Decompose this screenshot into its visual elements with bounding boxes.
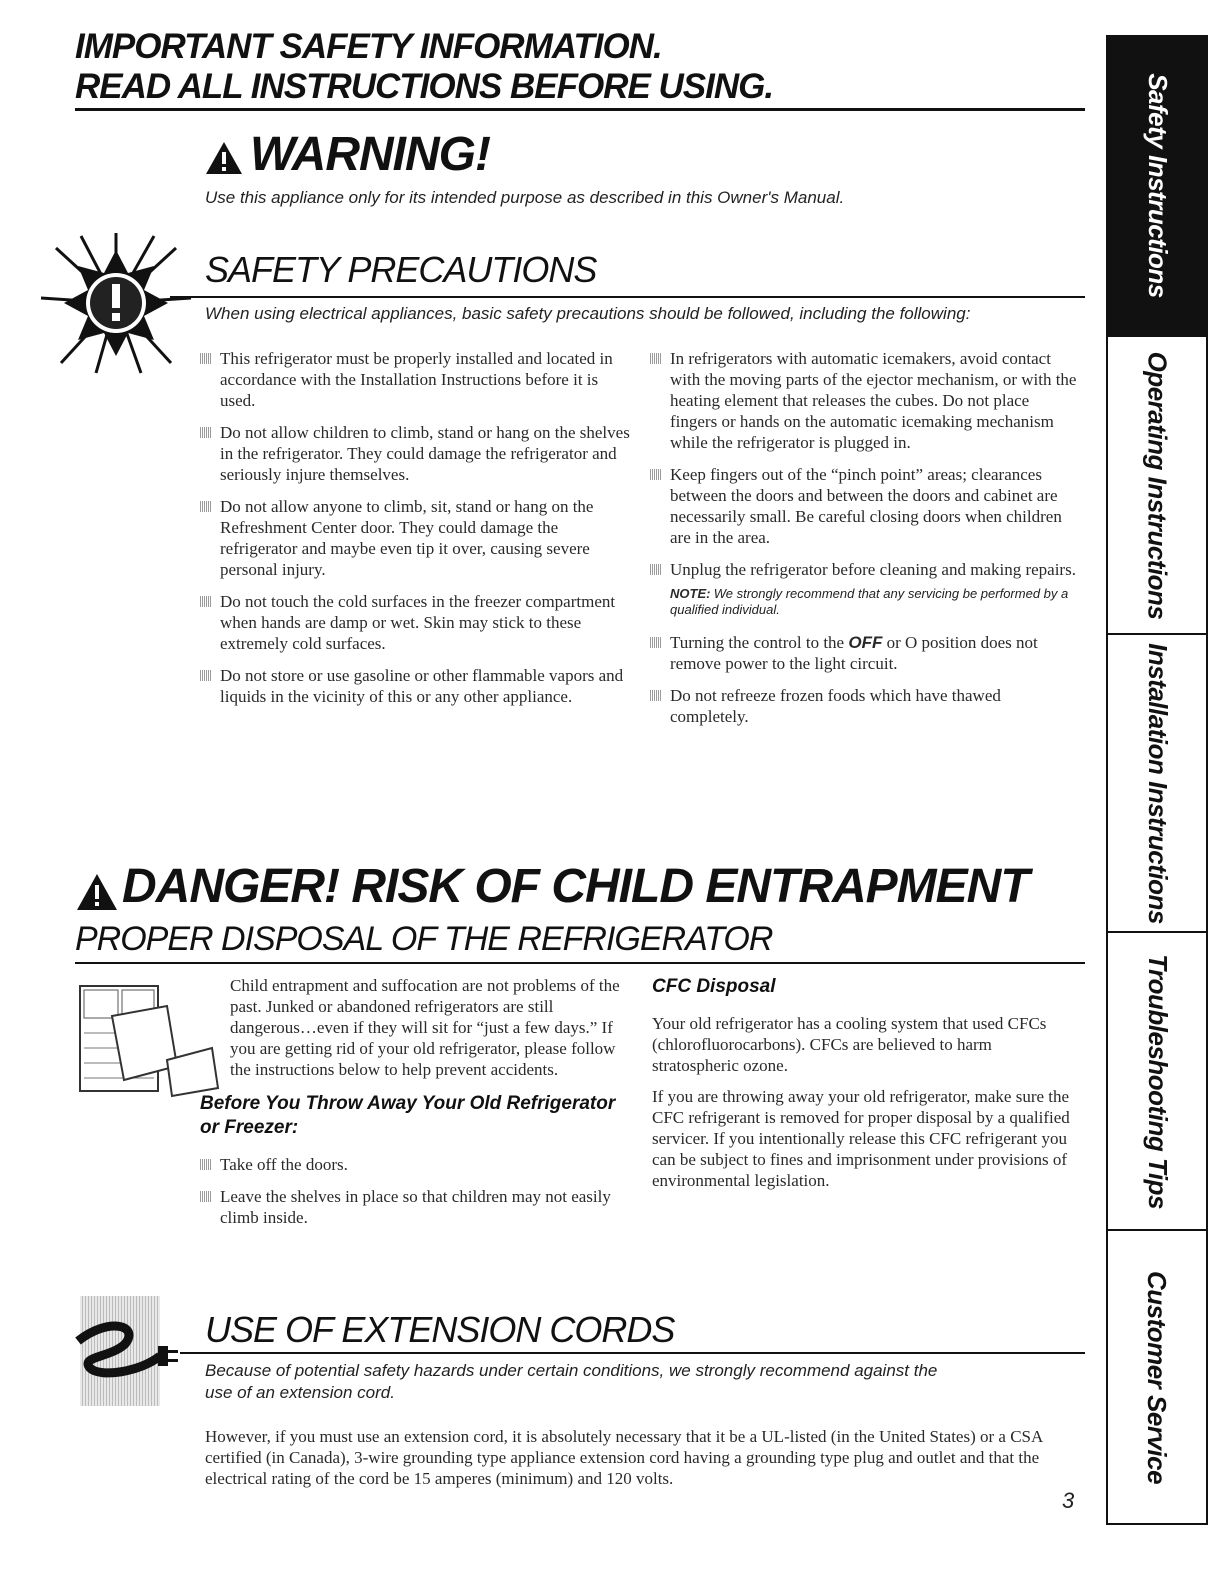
precautions-title: SAFETY PRECAUTIONS (205, 249, 597, 290)
tab-label: Installation Instructions (1142, 642, 1173, 924)
bullet-icon (200, 427, 212, 438)
bullet-text: Do not store or use gasoline or other flammable vapors and liquids in the vicinity of this or any other appliance. (220, 666, 624, 706)
bullet-icon (200, 670, 212, 681)
bullet-item (200, 422, 630, 485)
header-line-1: IMPORTANT SAFETY INFORMATION. (75, 27, 662, 66)
danger-left-column (200, 975, 630, 1239)
cfc-paragraph-1: Your old refrigerator has a cooling system that used CFCs (chlorofluorocarbons). CFCs are believed to harm stratospheric ozone. (652, 1014, 1047, 1075)
tab-label: Operating Instructions (1142, 351, 1173, 619)
note-text: We strongly recommend that any servicing be performed by a qualified individual. (670, 586, 1069, 617)
bullet-item (200, 591, 630, 654)
warning-triangle-icon (204, 140, 244, 181)
cfc-heading: CFC Disposal (652, 976, 776, 997)
bullet-item (650, 464, 1080, 548)
precautions-right-column (650, 348, 1080, 738)
danger-triangle-icon (75, 872, 119, 917)
plug-icon (70, 1296, 180, 1411)
extension-title: USE OF EXTENSION CORDS (205, 1309, 675, 1350)
note-label: NOTE: (670, 586, 711, 601)
tab-installation-instructions[interactable] (1106, 633, 1208, 933)
bullet-item (200, 1154, 630, 1175)
cfc-paragraph-2: If you are throwing away your old refrigerator, make sure the CFC refrigerant is removed for proper disposal by a qualified servicer. If you intentionally release this CFC refrigerant you can be subject to fines and imprisonment under provisions of environmental legislation. (652, 1087, 1070, 1190)
bullet-icon (200, 501, 212, 512)
before-heading: Before You Throw Away Your Old Refrigerator or Freezer: (200, 1093, 616, 1138)
tab-customer-service[interactable] (1106, 1229, 1208, 1525)
bullet-item (650, 348, 1080, 453)
refrigerator-illustration (72, 978, 222, 1103)
starburst-exclamation-icon (36, 228, 196, 383)
bullet-icon (650, 637, 662, 648)
danger-rule (75, 962, 1085, 964)
bullet-text: Do not touch the cold surfaces in the freezer compartment when hands are damp or wet. Skin may stick to these extremely cold surfaces. (220, 592, 616, 653)
bullet-icon (650, 353, 662, 364)
precautions-intro: When using electrical appliances, basic safety precautions should be followed, including the following: (205, 304, 971, 323)
danger-title: DANGER! RISK OF CHILD ENTRAPMENT (122, 860, 1029, 913)
bullet-text: or O position does not remove power to the light circuit. (670, 633, 1038, 673)
bullet-text: In refrigerators with automatic icemakers, avoid contact with the moving parts of the ejector mechanism, or with the heating element that releases the cubes. Do not place fingers or hands on the automatic icemaking mechanism while the refrigerator is plugged in. (670, 349, 1077, 452)
bullet-text: This refrigerator must be properly installed and located in accordance with the Installation Instructions before it is used. (220, 349, 613, 410)
bullet-text: Leave the shelves in place so that children may not easily climb inside. (220, 1187, 611, 1227)
warning-text: Use this appliance only for its intended purpose as described in this Owner's Manual. (205, 188, 845, 207)
tab-operating-instructions[interactable] (1106, 335, 1208, 635)
header-line-2: READ ALL INSTRUCTIONS BEFORE USING. (75, 67, 774, 106)
bullet-icon (650, 469, 662, 480)
extension-paragraph: However, if you must use an extension cord, it is absolutely necessary that it be a UL-listed (in the United States) or a CSA certified (in Canada), 3-wire grounding type appliance extension cord having a grounding type plug and outlet and that the electrical rating of the cord be 15 amperes (minimum) and 120 volts. (205, 1427, 1043, 1488)
cfc-column (652, 975, 1082, 1191)
bullet-icon (200, 1191, 212, 1202)
bullet-icon (650, 564, 662, 575)
danger-subtitle: PROPER DISPOSAL OF THE REFRIGERATOR (75, 920, 773, 958)
bullet-icon (650, 690, 662, 701)
warning-title: WARNING! (250, 128, 490, 181)
bullet-item (200, 665, 630, 707)
precautions-left-column (200, 348, 630, 718)
bullet-icon (200, 353, 212, 364)
bullet-item (650, 685, 1080, 727)
extension-rule (180, 1352, 1085, 1354)
bullet-text: Do not refreeze frozen foods which have thawed completely. (670, 686, 1001, 726)
bullet-text: Turning the control to the (670, 633, 849, 652)
bullet-text: Do not allow children to climb, stand or hang on the shelves in the refrigerator. They could damage the refrigerator and seriously injure themselves. (220, 423, 630, 484)
bullet-item (650, 559, 1080, 580)
header-rule (75, 108, 1085, 111)
bullet-item (650, 632, 1080, 674)
bullet-icon (200, 1159, 212, 1170)
before-list (200, 1154, 630, 1228)
off-label: OFF (848, 633, 883, 652)
tab-troubleshooting-tips[interactable] (1106, 931, 1208, 1231)
tab-label: Safety Instructions (1142, 72, 1173, 298)
page-number: 3 (1062, 1488, 1075, 1513)
danger-paragraph: Child entrapment and suffocation are not problems of the past. Junked or abandoned refrigerators are still dangerous…even if they will sit for “just a few days.” If you are getting rid of your old refrigerator, please follow the instructions below to help prevent accidents. (230, 976, 620, 1079)
precautions-rule (170, 296, 1085, 298)
tab-label: Customer Service (1142, 1270, 1173, 1484)
bullet-item (200, 496, 630, 580)
bullet-item (200, 1186, 630, 1228)
bullet-text: Take off the doors. (220, 1155, 348, 1174)
tab-label: Troubleshooting Tips (1142, 953, 1173, 1209)
bullet-text: Keep fingers out of the “pinch point” areas; clearances between the doors and between the doors and cabinet are necessarily small. Be careful closing doors when children are in the area. (670, 465, 1062, 547)
bullet-icon (200, 596, 212, 607)
bullet-item (200, 348, 630, 411)
bullet-text: Unplug the refrigerator before cleaning and making repairs. (670, 560, 1076, 579)
bullet-text: Do not allow anyone to climb, sit, stand or hang on the Refreshment Center door. They could damage the refrigerator and maybe even tip it over, causing severe personal injury. (220, 497, 594, 579)
tab-safety-instructions[interactable] (1106, 35, 1208, 335)
extension-intro: Because of potential safety hazards under certain conditions, we strongly recommend against the use of an extension cord. (205, 1361, 938, 1402)
note (650, 586, 1080, 618)
